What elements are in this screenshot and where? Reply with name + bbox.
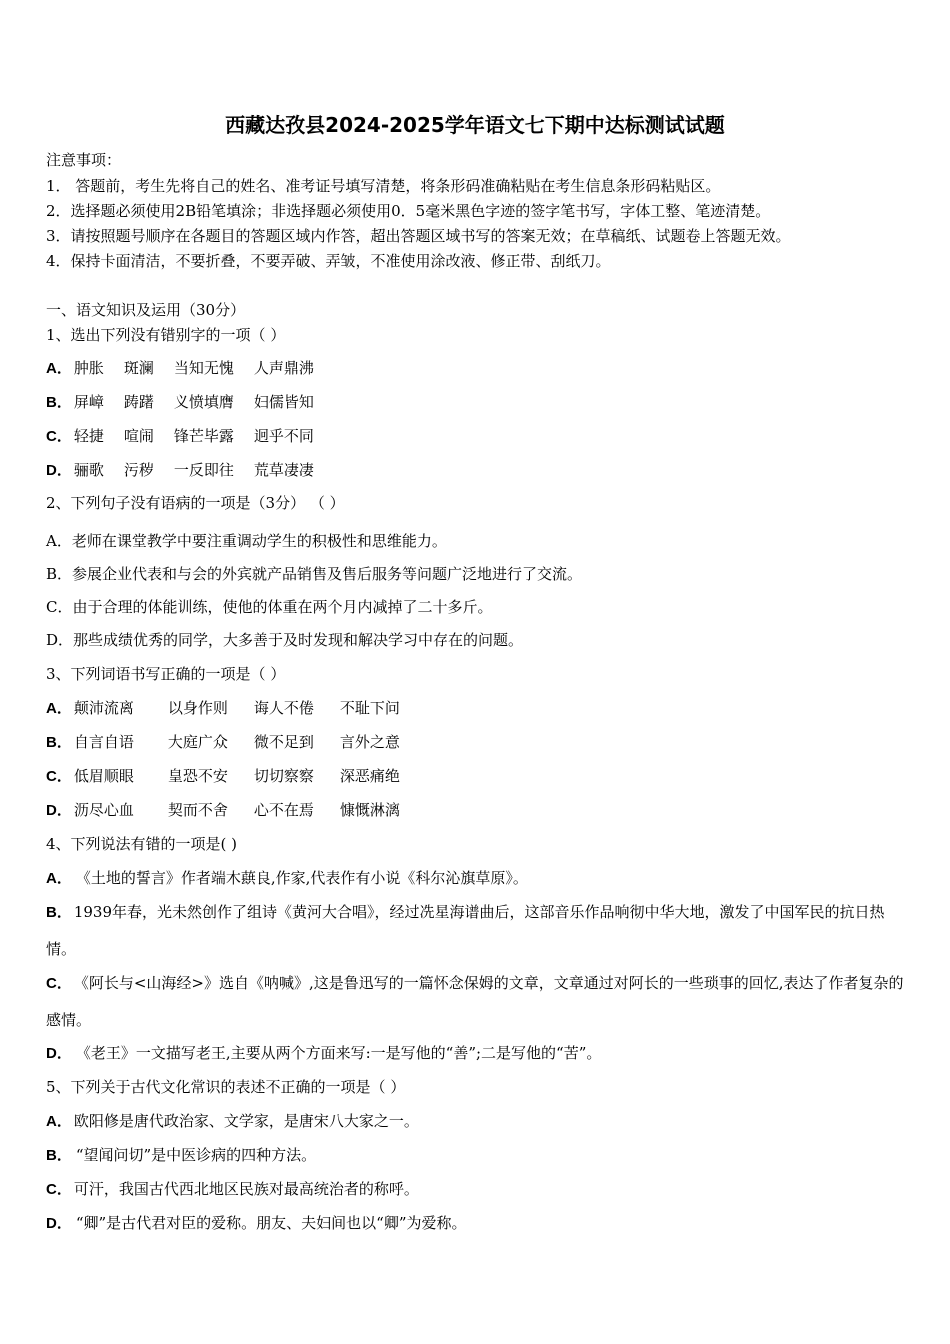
option-word: 深恶痛绝 [339, 767, 400, 785]
option-label: B． [46, 734, 72, 751]
option-word: 污秽 [123, 461, 154, 479]
option-word: 不耻下问 [339, 699, 400, 717]
option-word: 低眉顺眼 [73, 767, 134, 785]
option-word: 喧闹 [123, 427, 154, 445]
option-word: 轻捷 [73, 427, 104, 445]
question-1-option-a [46, 358, 910, 379]
question-5-option-c [46, 1179, 910, 1200]
question-3-option-a [46, 698, 910, 719]
option-label: A． [46, 1113, 72, 1130]
option-word: 诲人不倦 [253, 699, 314, 717]
option-label: C． [46, 768, 72, 785]
option-word: 切切察察 [253, 767, 314, 785]
option-text: 可汗，我国古代西北地区民族对最高统治者的称呼。 [73, 1180, 419, 1198]
notice-item-2: 2．选择题必须使用2B铅笔填涂；非选择题必须使用0．5毫米黑色字迹的签字笔书写，字体工整、笔迹清楚。 [46, 202, 771, 220]
option-word: 妇儒皆知 [253, 393, 314, 411]
option-word: 斑澜 [123, 359, 154, 377]
option-label: C． [46, 975, 72, 992]
section-heading: 一、语文知识及运用（30分） [46, 301, 246, 319]
option-label: C． [46, 1181, 72, 1198]
question-4-option-a [46, 868, 910, 889]
question-1-option-b [46, 392, 910, 413]
option-word: 微不足到 [253, 733, 314, 751]
option-label: B． [46, 904, 72, 921]
question-5-option-b [46, 1145, 910, 1166]
option-word: 言外之意 [339, 733, 400, 751]
question-4-option-c [46, 965, 910, 1039]
option-label: B． [46, 394, 72, 411]
option-text: “卿”是古代君对臣的爱称。朋友、夫妇间也以“卿”为爱称。 [75, 1214, 467, 1232]
option-label: D． [46, 1045, 72, 1062]
option-text: 《老王》一文描写老王,主要从两个方面来写:一是写他的“善”;二是写他的“苦”。 [75, 1044, 602, 1062]
option-word: 慷慨淋漓 [339, 801, 400, 819]
option-word: 皇恐不安 [167, 767, 228, 785]
option-word: 契而不舍 [167, 801, 228, 819]
option-label: D． [46, 462, 72, 479]
question-5-stem: 5、下列关于古代文化常识的表述不正确的一项是（ ） [46, 1078, 406, 1096]
question-2-option-a: A．老师在课堂教学中要注重调动学生的积极性和思维能力。 [46, 532, 447, 550]
question-4-stem: 4、下列说法有错的一项是( ) [46, 835, 238, 853]
question-1-option-d [46, 460, 910, 481]
option-text: 《土地的誓言》作者端木蕻良,作家,代表作有小说《科尔沁旗草原》。 [75, 869, 528, 887]
option-label: D． [46, 1215, 72, 1232]
question-4-option-d [46, 1043, 910, 1064]
option-label: C． [46, 428, 72, 445]
option-word: 骊歌 [73, 461, 104, 479]
option-word: 自言自语 [73, 733, 134, 751]
notice-item-1: 1． 答题前，考生先将自己的姓名、准考证号填写清楚，将条形码准确粘贴在考生信息条形码粘贴区。 [46, 177, 721, 195]
question-2-stem: 2、下列句子没有语病的一项是（3分） （ ） [46, 494, 345, 512]
question-1-stem: 1、选出下列没有错别字的一项（ ） [46, 326, 286, 344]
notice-item-3: 3．请按照题号顺序在各题目的答题区域内作答，超出答题区域书写的答案无效；在草稿纸、试题卷上答题无效。 [46, 227, 791, 245]
option-word: 屏嶂 [73, 393, 104, 411]
option-word: 人声鼎沸 [253, 359, 314, 377]
question-2-option-c: C．由于合理的体能训练，使他的体重在两个月内减掉了二十多斤。 [46, 598, 493, 616]
notice-item-4: 4．保持卡面清洁，不要折叠，不要弄破、弄皱，不准使用涂改液、修正带、刮纸刀。 [46, 252, 611, 270]
option-word: 大庭广众 [167, 733, 228, 751]
question-4-option-b [46, 894, 910, 968]
option-label: D． [46, 802, 72, 819]
option-text: 《阿长与<山海经>》选自《呐喊》,这是鲁迅写的一篇怀念保姆的文章，文章通过对阿长的一些琐事的回忆,表达了作者复杂的感情。 [46, 974, 904, 1029]
option-word: 沥尽心血 [73, 801, 134, 819]
option-label: B． [46, 1147, 72, 1164]
option-word: 锋芒毕露 [173, 427, 234, 445]
option-word: 颠沛流离 [73, 699, 134, 717]
question-3-stem: 3、下列词语书写正确的一项是（ ） [46, 665, 286, 683]
option-word: 心不在焉 [253, 801, 314, 819]
notice-heading: 注意事项： [46, 151, 122, 169]
question-2-option-d: D．那些成绩优秀的同学，大多善于及时发现和解决学习中存在的问题。 [46, 631, 524, 649]
option-word: 当知无愧 [173, 359, 234, 377]
question-2-option-b: B．参展企业代表和与会的外宾就产品销售及售后服务等问题广泛地进行了交流。 [46, 565, 583, 583]
question-5-option-d [46, 1213, 910, 1234]
option-word: 肿胀 [73, 359, 104, 377]
option-word: 一反即往 [173, 461, 234, 479]
question-3-option-b [46, 732, 910, 753]
option-label: A． [46, 870, 72, 887]
option-word: 义愤填膺 [173, 393, 234, 411]
option-text: 欧阳修是唐代政治家、文学家，是唐宋八大家之一。 [73, 1112, 419, 1130]
option-word: 以身作则 [167, 699, 228, 717]
option-word: 迥乎不同 [253, 427, 314, 445]
question-1-option-c [46, 426, 910, 447]
option-label: A． [46, 700, 72, 717]
option-word: 荒草凄凄 [253, 461, 314, 479]
question-5-option-a [46, 1111, 910, 1132]
page-title: 西藏达孜县2024-2025学年语文七下期中达标测试试题 [225, 113, 725, 137]
option-text: “望闻问切”是中医诊病的四种方法。 [75, 1146, 317, 1164]
option-text: 1939年春，光未然创作了组诗《黄河大合唱》，经过冼星海谱曲后，这部音乐作品响彻中华大地，激发了中国军民的抗日热情。 [46, 903, 885, 958]
option-word: 踌躇 [123, 393, 154, 411]
question-3-option-d [46, 800, 910, 821]
option-label: A． [46, 360, 72, 377]
question-3-option-c [46, 766, 910, 787]
